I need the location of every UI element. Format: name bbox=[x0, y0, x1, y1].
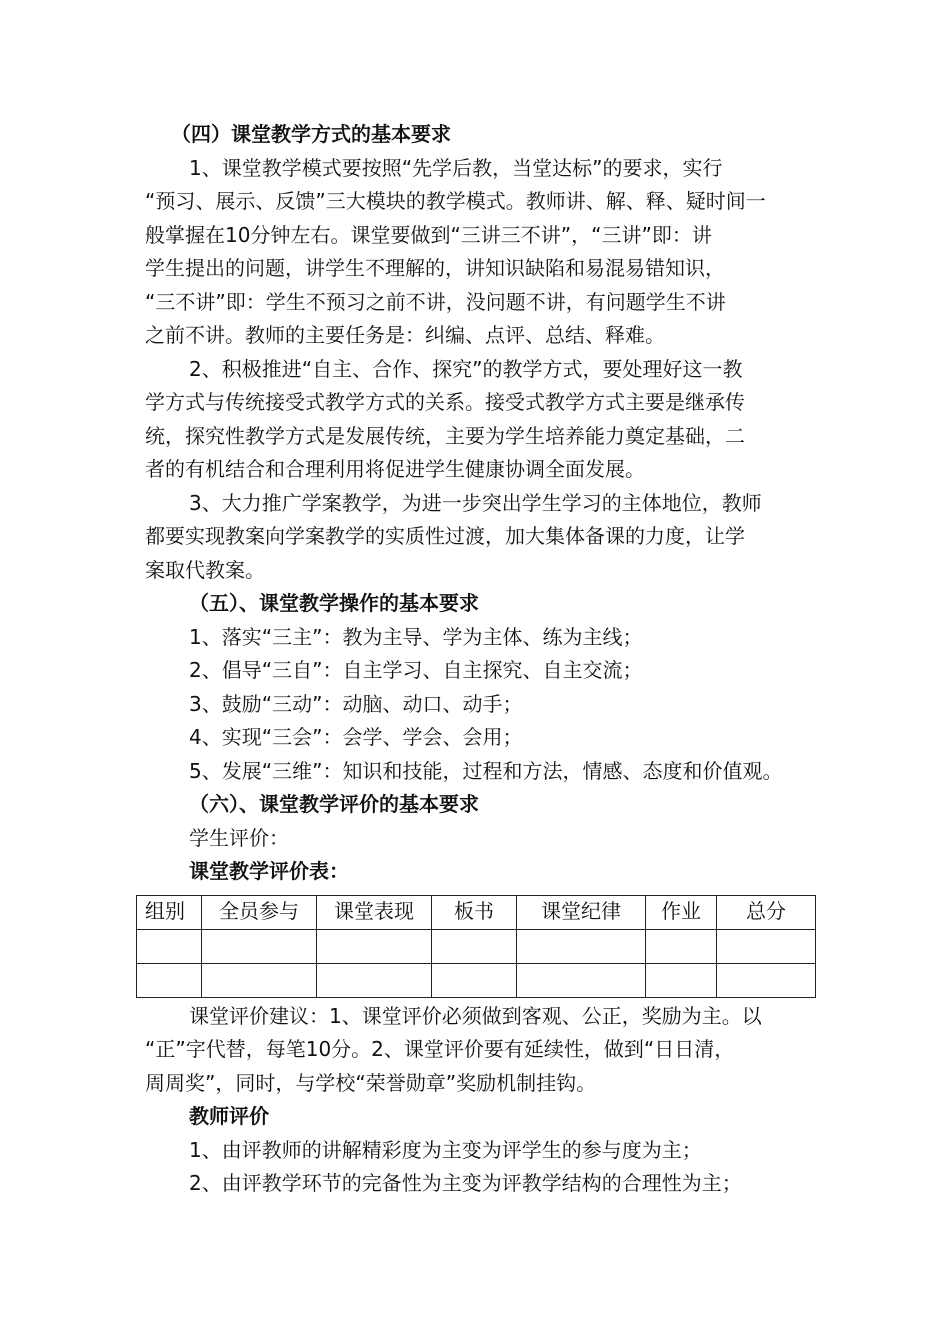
text-line: 1、课堂教学模式要按照“先学后教，当堂达标”的要求，实行 bbox=[189, 155, 723, 180]
text-line: 案取代教案。 bbox=[145, 557, 265, 582]
table-header-cell: 总分 bbox=[717, 895, 816, 929]
text-line: 学方式与传统接受式教学方式的关系。接受式教学方式主要是继承传 bbox=[145, 390, 745, 414]
table-cell bbox=[137, 963, 202, 997]
table-cell bbox=[717, 963, 816, 997]
table-cell bbox=[317, 929, 432, 963]
table-cell bbox=[517, 963, 646, 997]
list-item: 1、由评教师的讲解精彩度为主变为评学生的参与度为主； bbox=[189, 1137, 702, 1162]
table-cell bbox=[717, 929, 816, 963]
table-header-cell: 组别 bbox=[137, 895, 202, 929]
evaluation-table bbox=[136, 895, 816, 998]
document-page bbox=[145, 118, 815, 1201]
text-line: 课堂评价建议：1、课堂评价必须做到客观、公正，奖励为主。以 bbox=[189, 1003, 762, 1028]
text-line: 统，探究性教学方式是发展传统，主要为学生培养能力奠定基础，二 bbox=[145, 423, 745, 448]
table-header-cell: 全员参与 bbox=[202, 895, 317, 929]
text-line: 般掌握在10分钟左右。课堂要做到“三讲三不讲”，“三讲”即：讲 bbox=[145, 222, 712, 247]
table-cell bbox=[202, 929, 317, 963]
text-line: 3、大力推广学案教学，为进一步突出学生学习的主体地位，教师 bbox=[189, 490, 762, 515]
text-line: 2、积极推进“自主、合作、探究”的教学方式，要处理好这一教 bbox=[189, 356, 743, 381]
table-cell bbox=[432, 963, 517, 997]
text-line: 者的有机结合和合理利用将促进学生健康协调全面发展。 bbox=[145, 457, 645, 481]
student-eval-label: 学生评价： bbox=[189, 825, 289, 850]
text-line: 都要实现教案向学案教学的实质性过渡，加大集体备课的力度，让学 bbox=[145, 524, 745, 548]
table-header-row bbox=[137, 895, 816, 929]
table-cell bbox=[517, 929, 646, 963]
table-header-cell: 作业 bbox=[646, 895, 717, 929]
text-line: “正”字代替，每笔10分。2、课堂评价要有延续性，做到“日日清， bbox=[145, 1037, 735, 1061]
section-5-list bbox=[145, 621, 815, 789]
teacher-eval-heading: 教师评价 bbox=[189, 1104, 269, 1128]
list-item: 1、落实“三主”：教为主导、学为主体、练为主线； bbox=[189, 624, 643, 649]
evaluation-suggestion bbox=[145, 1000, 815, 1101]
section-4-paragraph-3 bbox=[145, 487, 815, 588]
table-title: 课堂教学评价表： bbox=[189, 859, 349, 883]
list-item: 3、鼓励“三动”：动脑、动口、动手； bbox=[189, 691, 523, 716]
table-cell bbox=[646, 963, 717, 997]
table-cell bbox=[317, 963, 432, 997]
table-header-cell: 课堂纪律 bbox=[517, 895, 646, 929]
table-cell bbox=[432, 929, 517, 963]
table-cell bbox=[137, 929, 202, 963]
text-line: “三不讲”即：学生不预习之前不讲，没问题不讲，有问题学生不讲 bbox=[145, 289, 726, 314]
table-cell bbox=[202, 963, 317, 997]
table-cell bbox=[646, 929, 717, 963]
text-line: “预习、展示、反馈”三大模块的教学模式。教师讲、解、释、疑时间一 bbox=[145, 189, 766, 213]
section-4-paragraph-1 bbox=[145, 152, 815, 353]
list-item: 4、实现“三会”：会学、学会、会用； bbox=[189, 725, 523, 749]
list-item: 2、倡导“三自”：自主学习、自主探究、自主交流； bbox=[189, 658, 643, 682]
text-line: 学生提出的问题，讲学生不理解的，讲知识缺陷和易混易错知识， bbox=[145, 256, 725, 280]
section-5-heading: （五）、课堂教学操作的基本要求 bbox=[189, 591, 479, 615]
table-row bbox=[137, 929, 816, 963]
list-item: 5、发展“三维”：知识和技能，过程和方法，情感、态度和价值观。 bbox=[189, 758, 783, 783]
section-6-heading: （六）、课堂教学评价的基本要求 bbox=[189, 792, 479, 816]
section-4-paragraph-2 bbox=[145, 353, 815, 487]
table-header-cell: 板书 bbox=[432, 895, 517, 929]
section-4-heading: （四）课堂教学方式的基本要求 bbox=[171, 122, 451, 146]
text-line: 之前不讲。教师的主要任务是：纠编、点评、总结、释难。 bbox=[145, 323, 665, 347]
table-header-cell: 课堂表现 bbox=[317, 895, 432, 929]
text-line: 周周奖”，同时，与学校“荣誉勋章”奖励机制挂钩。 bbox=[145, 1070, 597, 1095]
list-item: 2、由评教学环节的完备性为主变为评教学结构的合理性为主； bbox=[189, 1171, 742, 1195]
table-row bbox=[137, 963, 816, 997]
